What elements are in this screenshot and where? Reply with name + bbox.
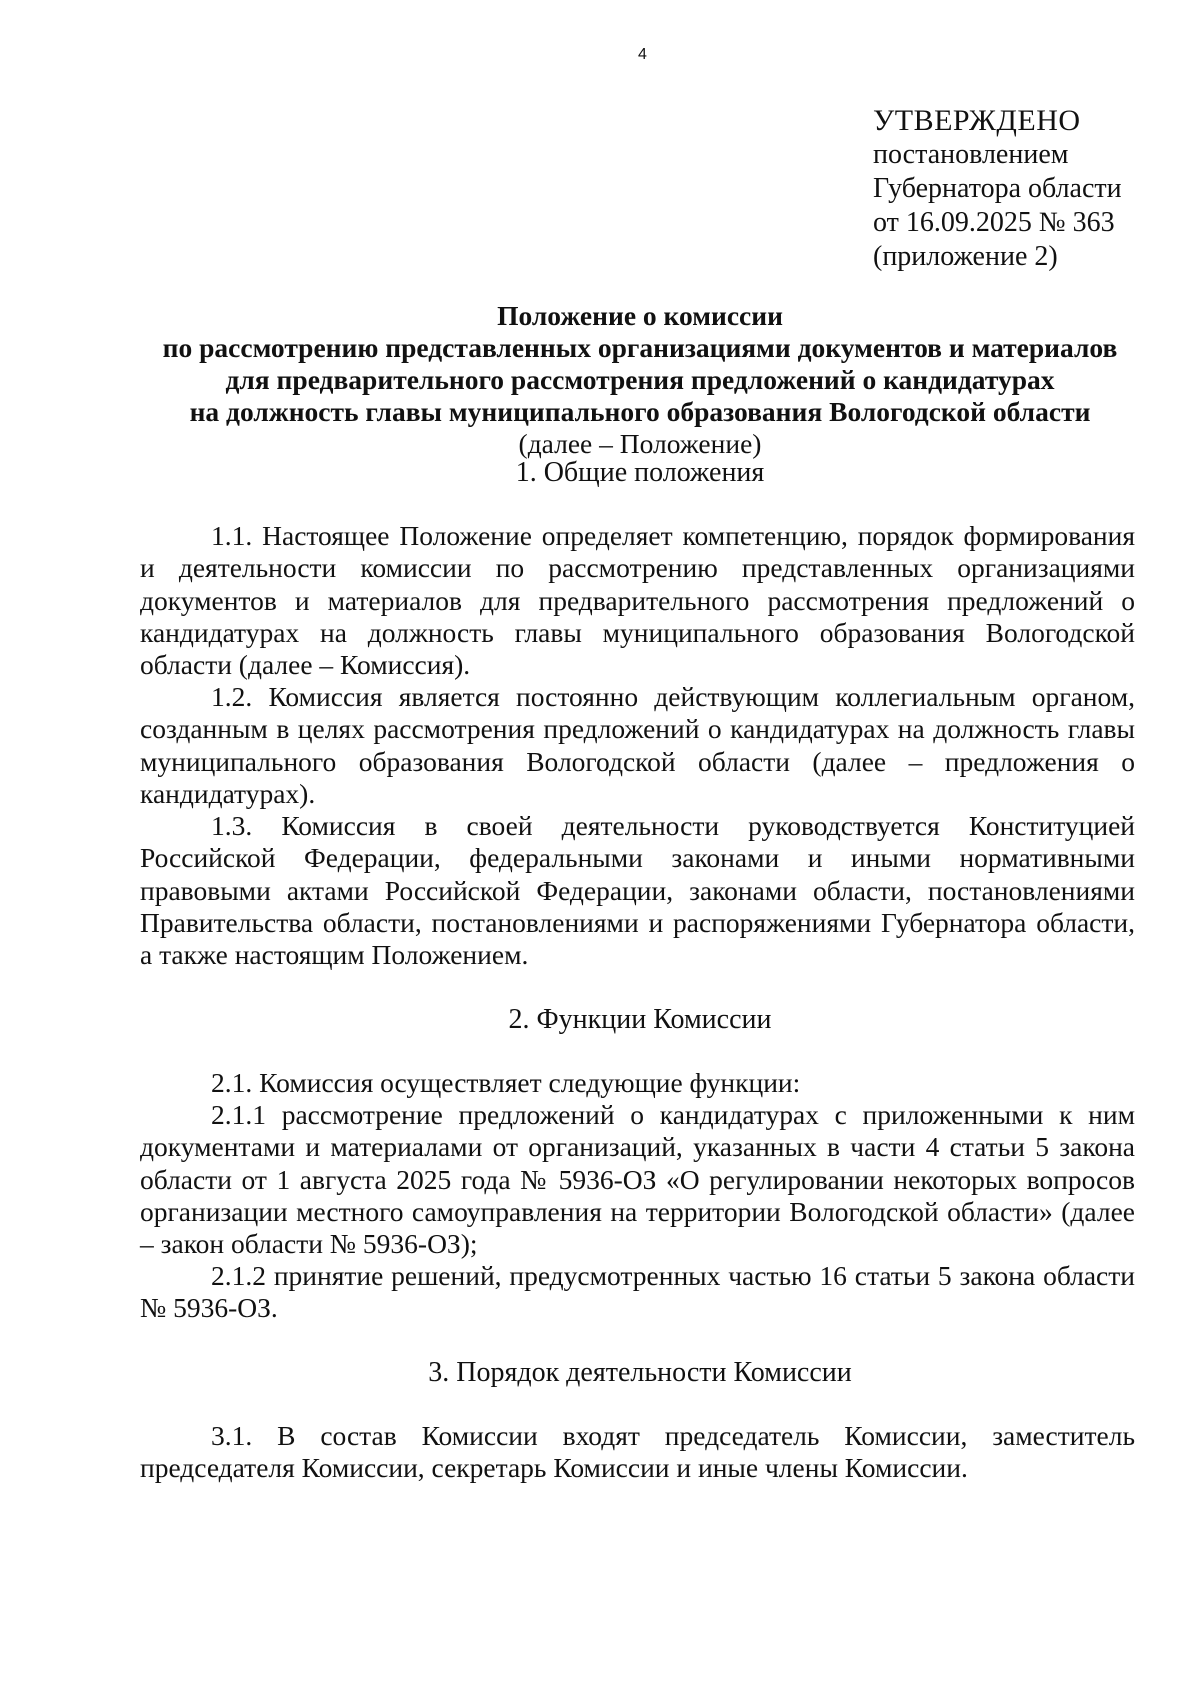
page-number: 4 xyxy=(638,46,647,63)
approval-line: постановлением xyxy=(873,139,1069,170)
title-line: Положение о комиссии xyxy=(497,300,783,331)
paragraph-2-1-2: 2.1.2 принятие решений, предусмотренных частью 16 статьи 5 закона области № 5936-ОЗ. xyxy=(140,1260,1135,1324)
paragraph-1-3: 1.3. Комиссия в своей деятельности руководствуется Конституцией Российской Федерации, федеральными законами и иными нормативными правовыми актами Российской Федерации, законами области, постановлениями Правительства области, постановлениями и распоряжениями Губернатора области, а также настоящим Положением. xyxy=(140,810,1135,971)
paragraph-2-1: 2.1. Комиссия осуществляет следующие функции: xyxy=(211,1067,801,1098)
section-heading-functions: 2. Функции Комиссии xyxy=(508,1004,772,1035)
title-line: для предварительного рассмотрения предложений о кандидатурах xyxy=(225,364,1055,395)
paragraph-3-1: 3.1. В состав Комиссии входят председатель Комиссии, заместитель председателя Комиссии, секретарь Комиссии и иные члены Комиссии. xyxy=(140,1420,1135,1484)
title-line: по рассмотрению представленных организациями документов и материалов xyxy=(162,332,1118,363)
approval-date-number: от 16.09.2025 № 363 xyxy=(873,207,1115,238)
section-heading-general: 1. Общие положения xyxy=(515,457,765,488)
section-heading-procedure: 3. Порядок деятельности Комиссии xyxy=(428,1357,852,1388)
title-abbreviation: (далее – Положение) xyxy=(518,428,762,459)
approval-line: Губернатора области xyxy=(873,173,1122,204)
paragraph-2-1-1: 2.1.1 рассмотрение предложений о кандидатурах с приложенными к ним документами и материалами от организаций, указанных в части 4 статьи 5 закона области от 1 августа 2025 года № 5936-ОЗ «О регулировании некоторых вопросов организации местного самоуправления на территории Вологодской области» (далее – закон области № 5936-ОЗ); xyxy=(140,1099,1135,1260)
document-title xyxy=(140,300,1140,460)
approval-stamp xyxy=(873,104,1122,274)
approval-heading: УТВЕРЖДЕНО xyxy=(873,104,1081,137)
approval-appendix: (приложение 2) xyxy=(873,241,1058,272)
paragraph-1-1: 1.1. Настоящее Положение определяет компетенцию, порядок формирования и деятельности комиссии по рассмотрению представленных организациями документов и материалов для предварительного рассмотрения предложений о кандидатурах на должность главы муниципального образования Вологодской области (далее – Комиссия). xyxy=(140,520,1135,681)
paragraph-1-2: 1.2. Комиссия является постоянно действующим коллегиальным органом, созданным в целях рассмотрения предложений о кандидатурах на должность главы муниципального образования Вологодской области (далее – предложения о кандидатурах). xyxy=(140,681,1135,809)
title-line: на должность главы муниципального образования Вологодской области xyxy=(189,396,1091,427)
